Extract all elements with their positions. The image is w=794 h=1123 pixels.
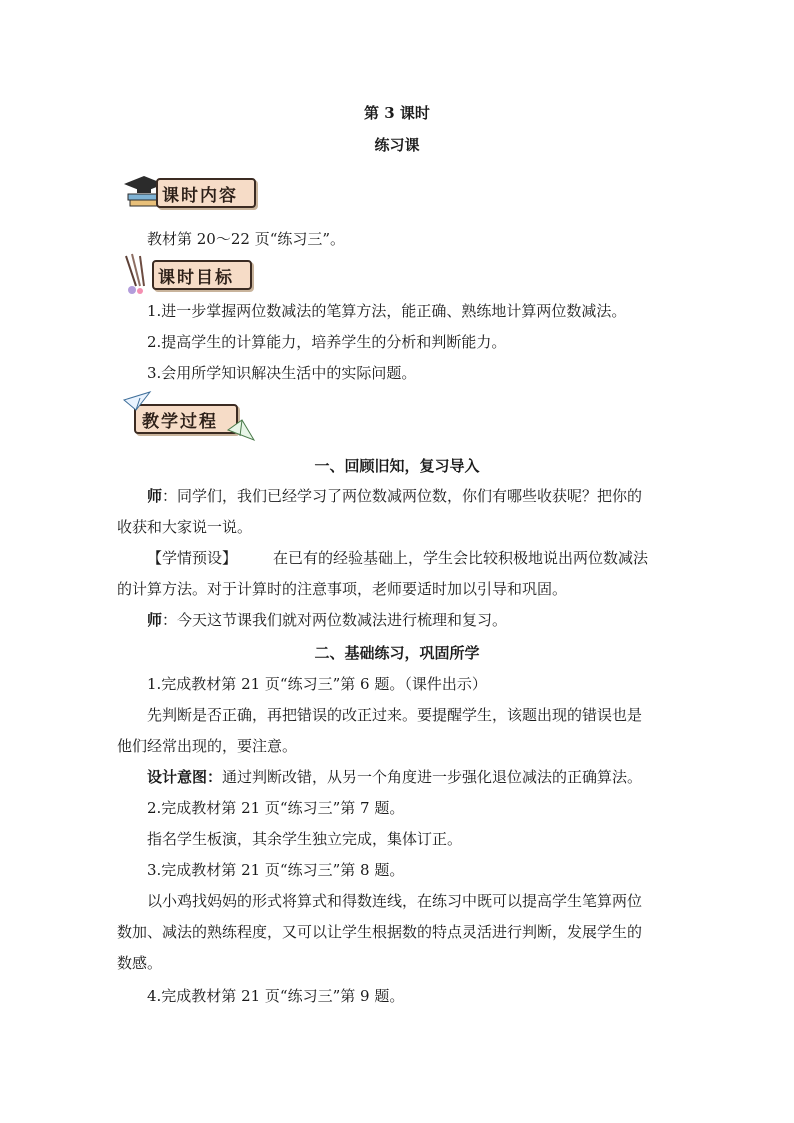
goal-item-1: 1.进一步掌握两位数减法的笔算方法，能正确、熟练地计算两位数减法。 bbox=[147, 302, 627, 320]
design-label: 设计意图： bbox=[147, 768, 223, 786]
preset-label: 【学情预设】 bbox=[147, 549, 238, 567]
section1-teacher2-line: 师：今天这节课我们就对两位数减法进行梳理和复习。 bbox=[147, 611, 508, 629]
section2-item-1-desc-2: 他们经常出现的，要注意。 bbox=[117, 737, 298, 755]
lesson-goals-label: 课时目标 bbox=[158, 268, 234, 288]
section2-item-3: 3.完成教材第 21 页“练习三”第 8 题。 bbox=[147, 861, 405, 879]
section2-title: 二、基础练习，巩固所学 bbox=[314, 644, 480, 662]
teaching-process-label: 教学过程 bbox=[142, 412, 218, 432]
section2-item-1-desc-1: 先判断是否正确，再把错误的改正过来。要提醒学生，该题出现的错误也是 bbox=[147, 706, 643, 724]
section2-item-2: 2.完成教材第 21 页“练习三”第 7 题。 bbox=[147, 799, 405, 817]
paper-plane-icon bbox=[122, 390, 152, 412]
section2-item-2-desc: 指名学生板演，其余学生独立完成，集体订正。 bbox=[147, 830, 463, 848]
content-text: 教材第 20～22 页“练习三”。 bbox=[147, 230, 346, 248]
section2-item-3-desc-3: 数感。 bbox=[117, 954, 163, 972]
section1-preset-line-2: 的计算方法。对于计算时的注意事项，老师要适时加以引导和巩固。 bbox=[117, 580, 568, 598]
section2-item-3-desc-1: 以小鸡找妈妈的形式将算式和得数连线，在练习中既可以提高学生笔算两位 bbox=[147, 892, 643, 910]
lesson-number: 第 3 课时 bbox=[364, 104, 430, 122]
section2-design-intent: 设计意图：通过判断改错，从另一个角度进一步强化退位减法的正确算法。 bbox=[147, 768, 643, 786]
section1-preset-line-1: 【学情预设】 在已有的经验基础上，学生会比较积极地说出两位数减法 bbox=[147, 549, 649, 567]
lesson-content-badge bbox=[120, 172, 260, 212]
section2-item-1: 1.完成教材第 21 页“练习三”第 6 题。（课件出示） bbox=[147, 675, 487, 693]
section1-teacher-line-1: 师：同学们，我们已经学习了两位数减两位数，你们有哪些收获呢？把你的 bbox=[147, 487, 643, 505]
teaching-process-badge bbox=[120, 390, 260, 446]
goal-item-2: 2.提高学生的计算能力，培养学生的分析和判断能力。 bbox=[147, 333, 507, 351]
section2-item-4: 4.完成教材第 21 页“练习三”第 9 题。 bbox=[147, 987, 405, 1005]
teacher-label: 师 bbox=[147, 487, 163, 505]
section1-teacher-line-2: 收获和大家说一说。 bbox=[117, 518, 253, 536]
paper-plane-icon bbox=[226, 418, 256, 444]
goal-item-3: 3.会用所学知识解决生活中的实际问题。 bbox=[147, 364, 417, 382]
section2-item-3-desc-2: 数加、减法的熟练程度，又可以让学生根据数的特点灵活进行判断，发展学生的 bbox=[117, 923, 643, 941]
lesson-topic: 练习课 bbox=[374, 136, 420, 154]
lesson-content-label: 课时内容 bbox=[162, 186, 238, 206]
teacher-label: 师 bbox=[147, 611, 163, 629]
section1-title: 一、回顾旧知，复习导入 bbox=[314, 457, 480, 475]
lesson-goals-badge bbox=[118, 252, 258, 296]
